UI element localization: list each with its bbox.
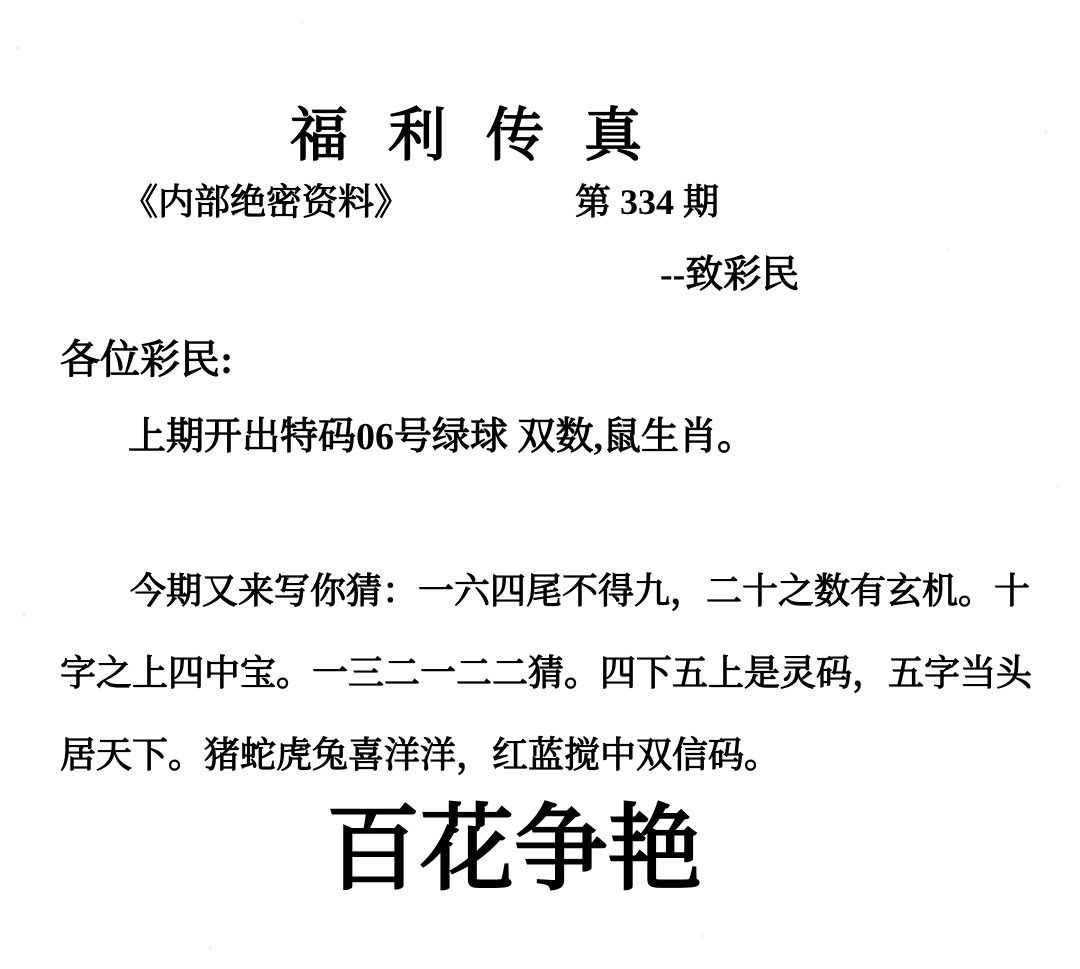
greeting-line: 各位彩民:: [60, 337, 234, 382]
document-title: 福利传真: [290, 102, 683, 168]
riddle-paragraph: [60, 550, 1050, 796]
last-draw-result: 上期开出特码06号绿球 双数,鼠生肖。: [128, 416, 756, 458]
riddle-line-2: 字之上四中宝。一三二一二二猜。四下五上是灵码，五字当头: [60, 653, 1033, 693]
source-label: 《内部绝密资料》: [122, 182, 411, 222]
issue-number: 第 334 期: [575, 182, 720, 222]
riddle-line-1: 今期又来写你猜：一六四尾不得九，二十之数有玄机。十: [130, 571, 1031, 611]
dedication-line: --致彩民: [660, 254, 800, 296]
bottom-headline: 百花争艳: [326, 798, 703, 902]
riddle-line-3: 居天下。猪蛇虎兔喜洋洋，红蓝搅中双信码。: [60, 735, 781, 775]
